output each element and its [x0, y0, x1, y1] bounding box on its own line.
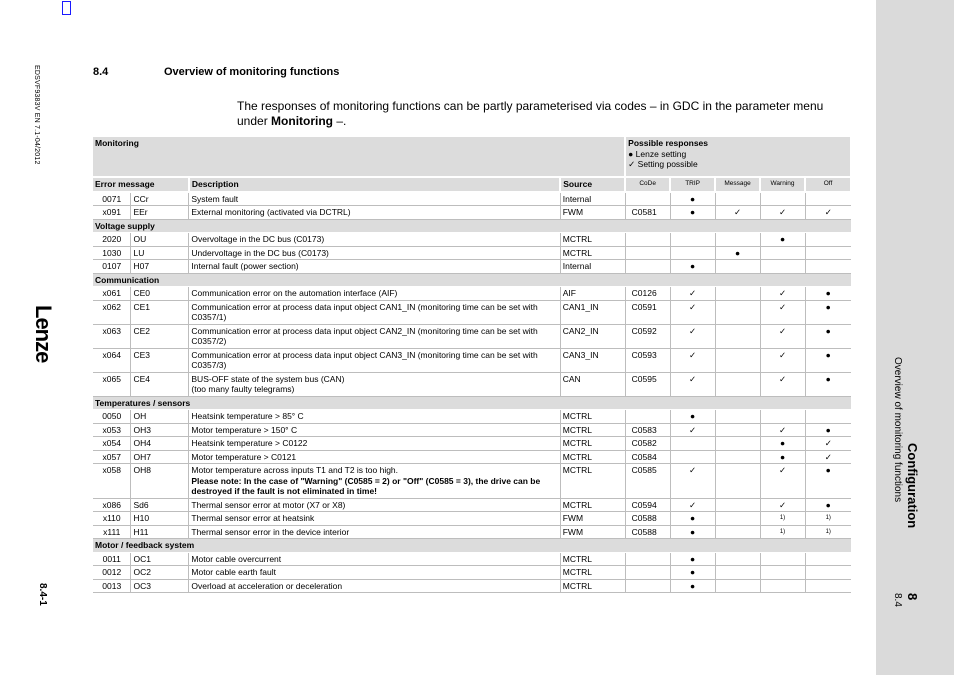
error-code: OU: [131, 233, 189, 247]
response-off: ✓: [805, 437, 851, 451]
response-off: [805, 410, 851, 424]
parameter-code: C0591: [625, 300, 670, 324]
response-trip: ●: [670, 206, 715, 220]
parameter-code: C0584: [625, 450, 670, 464]
response-trip: ✓: [670, 348, 715, 372]
description-text: Communication error at process data input object CAN1_IN (monitoring time can be set with C0357/1): [191, 301, 538, 322]
error-source: Internal: [560, 260, 625, 274]
response-trip: ●: [670, 410, 715, 424]
parameter-code: C0582: [625, 437, 670, 451]
description-text: Communication error at process data input object CAN2_IN (monitoring time can be set with C0357/2): [191, 325, 538, 346]
error-description: [189, 233, 560, 247]
response-message: [715, 300, 760, 324]
error-code: OH8: [131, 464, 189, 499]
error-description: [189, 260, 560, 274]
parameter-code: C0592: [625, 324, 670, 348]
response-trip: ✓: [670, 423, 715, 437]
group-title: Motor / feedback system: [93, 539, 851, 553]
response-message: [715, 579, 760, 593]
response-warning: ✓: [760, 206, 805, 220]
response-trip: ●: [670, 566, 715, 580]
section-title: Overview of monitoring functions: [164, 66, 340, 78]
response-message: [715, 525, 760, 539]
response-warning: [760, 410, 805, 424]
description-text: Overvoltage in the DC bus (C0173): [191, 234, 325, 244]
response-trip: ●: [670, 512, 715, 526]
response-message: [715, 260, 760, 274]
response-message: [715, 450, 760, 464]
error-code: Sd6: [131, 498, 189, 512]
error-description: [189, 552, 560, 566]
parameter-code: C0588: [625, 512, 670, 526]
response-off: 1): [805, 525, 851, 539]
response-warning: ✓: [760, 324, 805, 348]
error-source: CAN3_IN: [560, 348, 625, 372]
response-warning: ✓: [760, 287, 805, 301]
response-trip: ●: [670, 579, 715, 593]
error-source: FWM: [560, 512, 625, 526]
description-text: Heatsink temperature > C0122: [191, 438, 308, 448]
response-trip: [670, 233, 715, 247]
error-source: MCTRL: [560, 410, 625, 424]
col-off: Off: [805, 177, 851, 192]
response-message: [715, 566, 760, 580]
error-number: x086: [93, 498, 131, 512]
response-off: [805, 233, 851, 247]
error-number: 0107: [93, 260, 131, 274]
table-row: [93, 300, 851, 324]
response-trip: [670, 437, 715, 451]
chapter-sidebar: [876, 0, 954, 675]
error-description: [189, 372, 560, 396]
table-row: [93, 206, 851, 220]
error-source: MCTRL: [560, 233, 625, 247]
response-message: [715, 437, 760, 451]
col-source: Source: [560, 177, 625, 192]
description-text: Motor temperature across inputs T1 and T2 is too high.: [191, 465, 399, 475]
error-source: MCTRL: [560, 246, 625, 260]
response-trip: ✓: [670, 300, 715, 324]
response-off: ●: [805, 348, 851, 372]
table-row: [93, 192, 851, 206]
page-number: 8.4-1: [37, 583, 48, 606]
response-trip: ●: [670, 552, 715, 566]
error-code: OH3: [131, 423, 189, 437]
table-row: [93, 498, 851, 512]
document-reference: EDSVF9383V EN 7.1-04/2012: [33, 65, 40, 165]
description-text: Heatsink temperature > 85° C: [191, 411, 304, 421]
response-warning: [760, 552, 805, 566]
response-warning: ✓: [760, 423, 805, 437]
response-message: ●: [715, 246, 760, 260]
response-message: [715, 372, 760, 396]
response-trip: ●: [670, 525, 715, 539]
parameter-code: [625, 192, 670, 206]
page-corner-marker: [62, 1, 71, 15]
response-trip: ●: [670, 192, 715, 206]
response-message: [715, 410, 760, 424]
error-source: CAN: [560, 372, 625, 396]
table-row: [93, 512, 851, 526]
error-description: [189, 206, 560, 220]
response-message: [715, 423, 760, 437]
response-off: 1): [805, 512, 851, 526]
response-message: [715, 233, 760, 247]
response-warning: 1): [760, 525, 805, 539]
error-code: OH4: [131, 437, 189, 451]
response-trip: ✓: [670, 324, 715, 348]
response-message: [715, 512, 760, 526]
column-header-row: [93, 177, 851, 192]
error-number: 0071: [93, 192, 131, 206]
response-message: [715, 192, 760, 206]
error-description: [189, 324, 560, 348]
response-warning: ✓: [760, 464, 805, 499]
description-text: Overload at acceleration or deceleration: [191, 580, 343, 591]
col-warning: Warning: [760, 177, 805, 192]
error-description: [189, 348, 560, 372]
error-code: H10: [131, 512, 189, 526]
parameter-code: [625, 233, 670, 247]
response-off: ●: [805, 324, 851, 348]
col-message: Message: [715, 177, 760, 192]
error-number: x110: [93, 512, 131, 526]
response-warning: [760, 192, 805, 206]
response-warning: [760, 566, 805, 580]
error-number: x063: [93, 324, 131, 348]
group-header-row: [93, 396, 851, 410]
response-warning: [760, 246, 805, 260]
error-description: [189, 423, 560, 437]
error-code: CE1: [131, 300, 189, 324]
error-number: 0050: [93, 410, 131, 424]
table-row: [93, 450, 851, 464]
error-number: x061: [93, 287, 131, 301]
error-code: CCr: [131, 192, 189, 206]
error-number: x065: [93, 372, 131, 396]
response-off: ●: [805, 372, 851, 396]
parameter-code: C0594: [625, 498, 670, 512]
parameter-code: C0126: [625, 287, 670, 301]
error-description: [189, 512, 560, 526]
group-header-row: [93, 219, 851, 233]
parameter-code: [625, 579, 670, 593]
response-warning: [760, 579, 805, 593]
error-code: CE2: [131, 324, 189, 348]
description-text: Motor cable overcurrent: [191, 553, 282, 564]
error-number: x111: [93, 525, 131, 539]
error-description: [189, 410, 560, 424]
error-code: CE4: [131, 372, 189, 396]
possible-responses-label: Possible responses: [628, 138, 709, 148]
table-row: [93, 233, 851, 247]
response-warning: ●: [760, 437, 805, 451]
col-error-message: Error message: [93, 177, 189, 192]
group-title: Communication: [93, 273, 851, 287]
error-description: [189, 464, 560, 499]
response-trip: [670, 246, 715, 260]
description-text: Internal fault (power section): [191, 261, 299, 271]
response-warning: 1): [760, 512, 805, 526]
parameter-code: C0588: [625, 525, 670, 539]
error-source: MCTRL: [560, 566, 625, 580]
description-text: Thermal sensor error in the device interior: [191, 526, 350, 537]
table-header-row: [93, 137, 851, 177]
error-code: LU: [131, 246, 189, 260]
response-message: [715, 464, 760, 499]
error-number: 0011: [93, 552, 131, 566]
error-code: H07: [131, 260, 189, 274]
intro-paragraph: The responses of monitoring functions can be partly parameterised via codes – in GDC in the parameter menu under Monitoring –.: [237, 99, 824, 128]
section-number: 8.4: [93, 66, 109, 78]
description-text: Motor cable earth fault: [191, 567, 276, 577]
error-code: OC1: [131, 552, 189, 566]
error-description: [189, 525, 560, 539]
response-trip: [670, 450, 715, 464]
error-number: x064: [93, 348, 131, 372]
error-code: OH: [131, 410, 189, 424]
error-description: [189, 450, 560, 464]
parameter-code: [625, 260, 670, 274]
warning-note: Please note: In the case of "Warning" (C0585 = 2) or "Off" (C0585 = 3), the drive can be destroyed if the fault is not eliminated in time!: [191, 475, 541, 496]
response-warning: ✓: [760, 498, 805, 512]
error-source: MCTRL: [560, 498, 625, 512]
description-text: Motor temperature > 150° C: [191, 424, 298, 435]
group-title: Temperatures / sensors: [93, 396, 851, 410]
response-off: [805, 260, 851, 274]
error-source: MCTRL: [560, 579, 625, 593]
col-trip: TRIP: [670, 177, 715, 192]
error-number: 0013: [93, 579, 131, 593]
table-row: [93, 525, 851, 539]
error-code: OC2: [131, 566, 189, 580]
monitoring-header: Monitoring: [93, 137, 625, 177]
error-number: 0012: [93, 566, 131, 580]
response-off: [805, 246, 851, 260]
parameter-code: [625, 552, 670, 566]
description-text: System fault: [191, 193, 239, 204]
response-off: [805, 552, 851, 566]
error-code: EEr: [131, 206, 189, 220]
error-source: CAN2_IN: [560, 324, 625, 348]
description-line-2: (too many faulty telegrams): [191, 384, 295, 394]
error-number: x054: [93, 437, 131, 451]
response-message: [715, 348, 760, 372]
error-number: x058: [93, 464, 131, 499]
response-trip: ✓: [670, 464, 715, 499]
response-warning: ✓: [760, 372, 805, 396]
error-description: [189, 287, 560, 301]
table-row: [93, 260, 851, 274]
response-off: ●: [805, 300, 851, 324]
parameter-code: [625, 246, 670, 260]
error-description: [189, 566, 560, 580]
description-text: External monitoring (activated via DCTRL): [191, 207, 351, 217]
response-off: [805, 192, 851, 206]
response-off: ●: [805, 498, 851, 512]
response-off: ✓: [805, 206, 851, 220]
table-row: [93, 246, 851, 260]
parameter-code: [625, 566, 670, 580]
error-description: [189, 579, 560, 593]
error-description: [189, 192, 560, 206]
parameter-code: [625, 410, 670, 424]
error-source: MCTRL: [560, 437, 625, 451]
error-number: 1030: [93, 246, 131, 260]
error-source: MCTRL: [560, 423, 625, 437]
response-message: [715, 324, 760, 348]
group-title: Voltage supply: [93, 219, 851, 233]
response-warning: ●: [760, 450, 805, 464]
table-row: [93, 324, 851, 348]
table-row: [93, 410, 851, 424]
response-warning: [760, 260, 805, 274]
monitoring-table: [93, 137, 852, 593]
response-message: [715, 552, 760, 566]
response-message: [715, 287, 760, 301]
response-off: [805, 579, 851, 593]
response-warning: ✓: [760, 348, 805, 372]
parameter-code: C0583: [625, 423, 670, 437]
error-number: x053: [93, 423, 131, 437]
parameter-code: C0593: [625, 348, 670, 372]
response-off: ●: [805, 287, 851, 301]
table-row: [93, 566, 851, 580]
possible-responses-header: [625, 137, 851, 177]
table-row: [93, 423, 851, 437]
response-message: [715, 498, 760, 512]
lenze-logo: Lenze: [31, 305, 56, 363]
error-code: CE3: [131, 348, 189, 372]
description-text: Thermal sensor error at heatsink: [191, 513, 315, 523]
table-row: [93, 579, 851, 593]
error-source: AIF: [560, 287, 625, 301]
group-header-row: [93, 539, 851, 553]
error-number: x091: [93, 206, 131, 220]
response-trip: ✓: [670, 287, 715, 301]
parameter-code: C0595: [625, 372, 670, 396]
col-code: CoDe: [625, 177, 670, 192]
error-source: Internal: [560, 192, 625, 206]
description-text: Motor temperature > C0121: [191, 451, 297, 462]
error-description: [189, 498, 560, 512]
description-text: BUS-OFF state of the system bus (CAN): [191, 373, 345, 384]
error-code: OH7: [131, 450, 189, 464]
error-code: OC3: [131, 579, 189, 593]
table-row: [93, 552, 851, 566]
response-message: ✓: [715, 206, 760, 220]
response-trip: ✓: [670, 372, 715, 396]
group-header-row: [93, 273, 851, 287]
response-off: ●: [805, 464, 851, 499]
response-off: ●: [805, 423, 851, 437]
description-text: Undervoltage in the DC bus (C0173): [191, 247, 329, 258]
description-text: Communication error on the automation interface (AIF): [191, 288, 398, 298]
col-description: Description: [189, 177, 560, 192]
response-warning: ✓: [760, 300, 805, 324]
response-trip: ✓: [670, 498, 715, 512]
error-description: [189, 246, 560, 260]
error-source: FWM: [560, 206, 625, 220]
legend-lenze-setting: ● Lenze setting: [628, 148, 687, 159]
response-trip: ●: [670, 260, 715, 274]
error-source: MCTRL: [560, 450, 625, 464]
table-row: [93, 372, 851, 396]
error-code: CE0: [131, 287, 189, 301]
table-row: [93, 437, 851, 451]
parameter-code: C0581: [625, 206, 670, 220]
error-source: FWM: [560, 525, 625, 539]
error-description: [189, 300, 560, 324]
legend-setting-possible: ✓ Setting possible: [628, 159, 698, 169]
error-number: x062: [93, 300, 131, 324]
error-number: 2020: [93, 233, 131, 247]
error-number: x057: [93, 450, 131, 464]
error-source: MCTRL: [560, 464, 625, 499]
description-text: Thermal sensor error at motor (X7 or X8): [191, 499, 346, 510]
error-source: CAN1_IN: [560, 300, 625, 324]
error-source: MCTRL: [560, 552, 625, 566]
table-row: [93, 464, 851, 499]
response-warning: ●: [760, 233, 805, 247]
response-off: ✓: [805, 450, 851, 464]
parameter-code: C0585: [625, 464, 670, 499]
description-text: Communication error at process data input object CAN3_IN (monitoring time can be set with C0357/3): [191, 349, 538, 370]
error-code: H11: [131, 525, 189, 539]
response-off: [805, 566, 851, 580]
table-row: [93, 287, 851, 301]
table-row: [93, 348, 851, 372]
error-description: [189, 437, 560, 451]
